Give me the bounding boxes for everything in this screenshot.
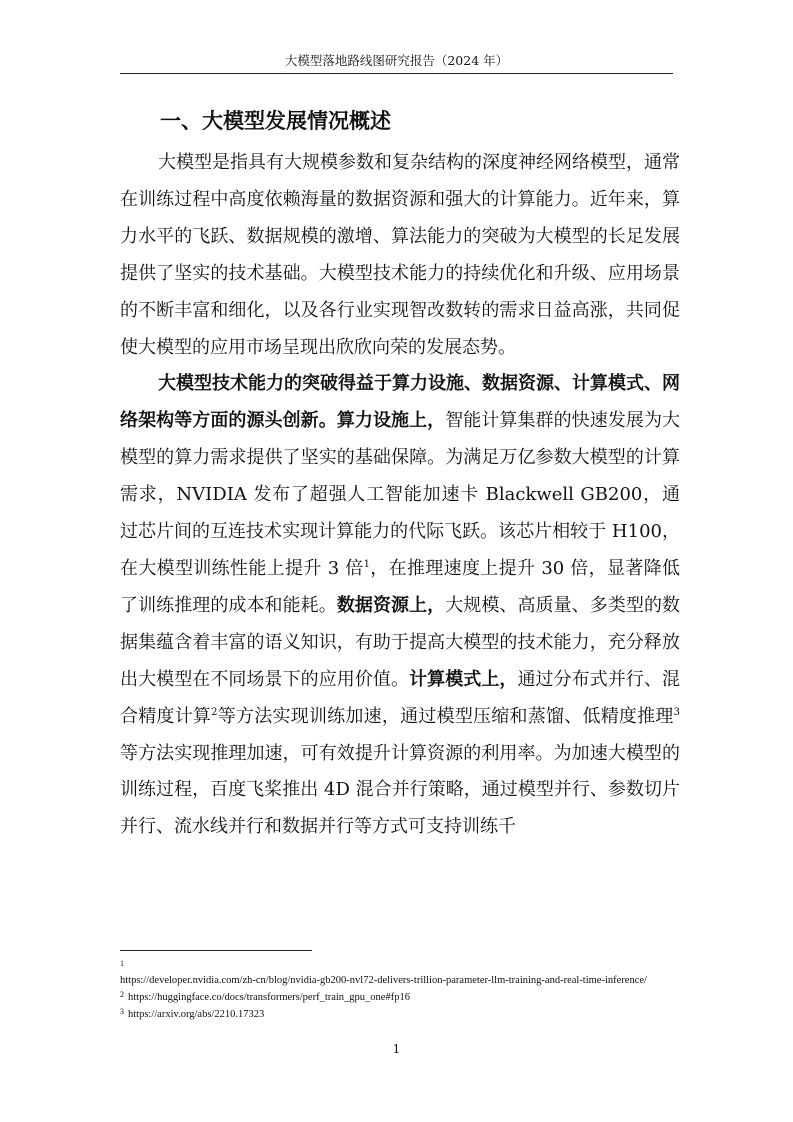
footnote-mark-2: 2 — [120, 990, 124, 999]
footnote-link-2[interactable]: https://huggingface.co/docs/transformers/perf_train_gpu_one#fp16 — [128, 992, 410, 1003]
data-text: 大规模、高质量、多类型的数据集蕴含着丰富的语义知识，有助于提高大模型的技术能力，充分释放出大模型在不同场景下的应用价值。 — [120, 594, 681, 690]
footnote-link-1[interactable]: https://developer.nvidia.com/zh-cn/blog/nvidia-gb200-nvl72-delivers-trillion-parameter-llm-training-and-real-time-inference/ — [120, 975, 647, 986]
footnote-mark-3: 3 — [120, 1007, 124, 1016]
footnote-ref-1[interactable]: 1 — [363, 558, 370, 570]
footnote-2 — [120, 988, 680, 1005]
footnote-mark-1: 1 — [120, 959, 124, 968]
compute-mode-text-end: 等方法实现推理加速，可有效提升计算资源的利用率。为加速大模型的训练过程，百度飞桨推出 4D 混合并行策略，通过模型并行、参数切片并行、流水线并行和数据并行等方式可支持训练千 — [120, 742, 680, 838]
footnote-rule — [120, 950, 312, 951]
footnote-3 — [120, 1005, 680, 1022]
footnote-ref-3[interactable]: 3 — [673, 706, 680, 718]
footnote-ref-2[interactable]: 2 — [211, 706, 218, 718]
compute-mode-text-continued: 等方法实现训练加速，通过模型压缩和蒸馏、低精度推理 — [217, 705, 674, 727]
page-number: 1 — [392, 1042, 401, 1056]
compute-text: 智能计算集群的快速发展为大模型的算力需求提供了坚实的基础保障。为满足万亿参数大模型的计算需求，NVIDIA 发布了超强人工智能加速卡 Blackwell GB200，通过芯片间的互连技术实现计算能力的代际飞跃。该芯片相较于 H100，在大模型训练性能上提升 3 倍 — [120, 410, 681, 579]
section-heading: 一、大模型发展情况概述 — [160, 109, 391, 133]
header-rule — [120, 73, 673, 74]
compute-mode-label: 计算模式上， — [409, 668, 518, 690]
data-label: 数据资源上， — [336, 594, 446, 616]
paragraph-lead-bold: 大模型技术能力的突破得益于算力设施、数据资源、计算模式、网络架构等方面的源头创新。 — [120, 373, 680, 432]
running-header: 大模型落地路线图研究报告（2024 年） — [284, 53, 509, 68]
paragraph-tech-capability — [120, 366, 680, 846]
paragraph-overview — [120, 145, 680, 366]
compute-text-continued: ，在推理速度上提升 30 倍，显著降低了训练推理的成本和能耗。 — [120, 557, 680, 616]
footnotes — [120, 957, 680, 1022]
footnote-1 — [120, 957, 680, 988]
compute-mode-text: 通过分布式并行、混合精度计算 — [120, 668, 681, 727]
paragraph-overview-text: 大模型是指具有大规模参数和复杂结构的深度神经网络模型，通常在训练过程中高度依赖海量的数据资源和强大的计算能力。近年来，算力水平的飞跃、数据规模的激增、算法能力的突破为大模型的长足发展提供了坚实的技术基础。大模型技术能力的持续优化和升级、应用场景的不断丰富和细化，以及各行业实现智改数转的需求日益高涨，共同促使大模型的应用市场呈现出欣欣向荣的发展态势。 — [120, 152, 680, 358]
compute-label: 算力设施上， — [336, 410, 446, 432]
footnote-link-3[interactable]: https://arxiv.org/abs/2210.17323 — [128, 1009, 265, 1020]
body-text — [120, 145, 680, 846]
